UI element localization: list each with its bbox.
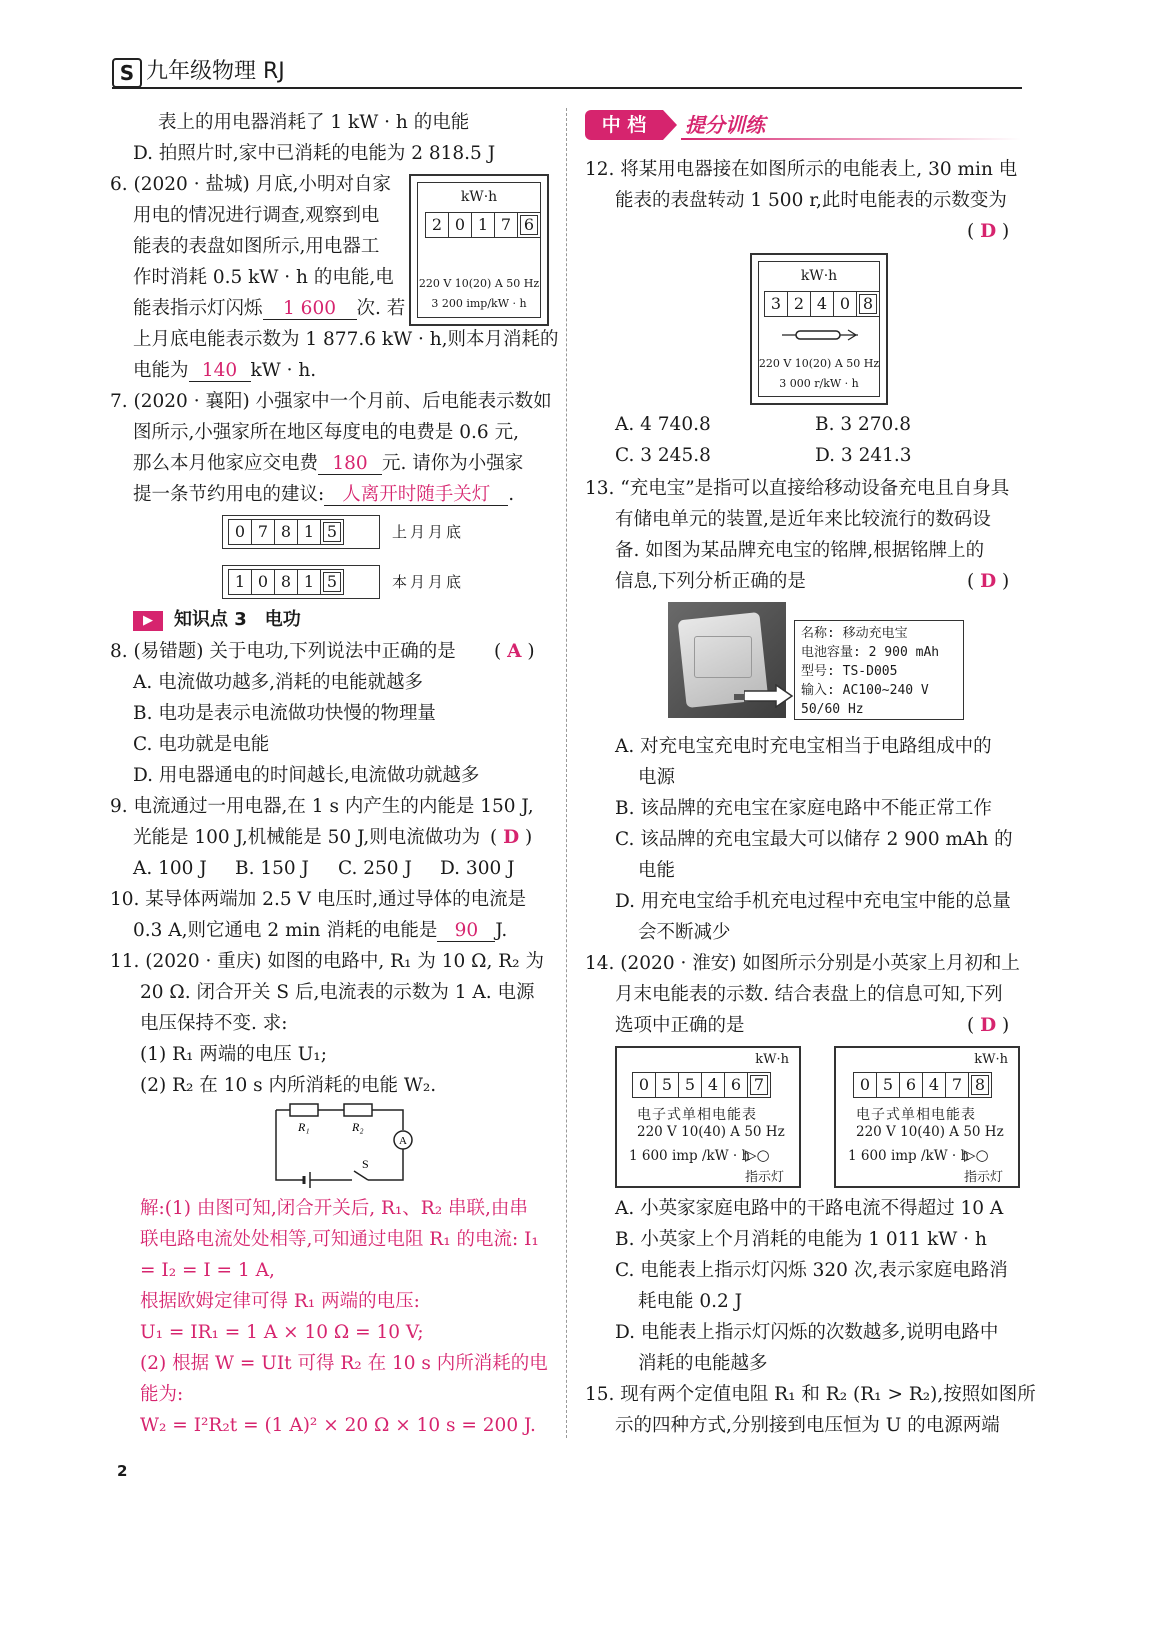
- digit: 0: [853, 1072, 877, 1098]
- digit: 8: [274, 519, 298, 545]
- q6-text: 次. 若: [356, 298, 406, 319]
- q7-text: .: [508, 484, 515, 505]
- switch-label: S: [362, 1157, 369, 1171]
- q6-text: 能表指示灯闪烁: [133, 298, 263, 319]
- q6-line: [133, 298, 405, 320]
- text-line: 表上的用电器消耗了 1 kW · h 的电能: [158, 112, 470, 133]
- indicator-light-icon: ▷○: [964, 1146, 989, 1164]
- q12-line: 能表的表盘转动 1 500 r,此时电能表的示数变为: [615, 190, 1007, 211]
- meter-digits: [633, 1072, 771, 1098]
- q14-option: B. 小英家上个月消耗的电能为 1 011 kW · h: [615, 1229, 987, 1250]
- resistor-r1-icon: [290, 1104, 318, 1116]
- q13-option: B. 该品牌的充电宝在家庭电路中不能正常工作: [615, 798, 992, 819]
- q7-text: 元. 请你为小强家: [382, 453, 524, 474]
- q11-line: 11. (2020 · 重庆) 如图的电路中, R₁ 为 10 Ω, R₂ 为: [110, 951, 544, 972]
- digit: 6: [517, 212, 541, 238]
- q6-line: 能表的表盘如图所示,用电器工: [133, 236, 380, 257]
- q7-text: 提一条节约用电的建议:: [133, 484, 325, 505]
- option-d: D. 拍照片时,家中已消耗的电能为 2 818.5 J: [133, 143, 496, 164]
- q13-option: 电能: [638, 860, 676, 881]
- q8-option: D. 用电器通电的时间越长,电流做功就越多: [133, 765, 480, 786]
- logo-icon: [112, 58, 142, 88]
- q10-blank: 90: [437, 921, 495, 942]
- q11-line: 20 Ω. 闭合开关 S 后,电流表的示数为 1 A. 电源: [140, 982, 535, 1003]
- digit: 6: [899, 1072, 923, 1098]
- meter-unit: kW·h: [755, 1052, 789, 1067]
- q13-option: A. 对充电宝充电时充电宝相当于电路组成中的: [615, 736, 992, 757]
- digit: 8: [856, 291, 880, 317]
- q6-line: 作时消耗 0.5 kW · h 的电能,电: [133, 267, 394, 288]
- q7-meter-1: [222, 515, 380, 549]
- q14-option: D. 电能表上指示灯闪烁的次数越多,说明电路中: [615, 1322, 999, 1343]
- digit: 0: [448, 212, 472, 238]
- q14-option: 消耗的电能越多: [638, 1353, 768, 1374]
- q15-line: 15. 现有两个定值电阻 R₁ 和 R₂ (R₁ > R₂),按照如图所: [585, 1384, 1036, 1405]
- q13-line: 有储电单元的装置,是近年来比较流行的数码设: [615, 509, 991, 530]
- q11-solution-line: = I₂ = I = 1 A,: [140, 1260, 275, 1281]
- digit: 6: [724, 1072, 748, 1098]
- indicator-light-icon: ▷○: [745, 1146, 770, 1164]
- meter-unit: kW·h: [460, 189, 498, 205]
- q6-meter: [409, 174, 549, 326]
- q14-answer: ( D ): [967, 1015, 1010, 1036]
- banner-underline: [681, 138, 1021, 140]
- digit: 7: [251, 519, 275, 545]
- meter-spec: 220 V 10(20) A 50 Hz: [758, 357, 880, 370]
- q14-line: 月末电能表的示数. 结合表盘上的信息可知,下列: [615, 984, 1003, 1005]
- meter-spec: 220 V 10(40) A 50 Hz: [637, 1124, 785, 1140]
- digit: 2: [425, 212, 449, 238]
- q9-answer: ( D ): [490, 827, 533, 848]
- logo-letter: S: [119, 61, 135, 85]
- meter-digits: [854, 1072, 992, 1098]
- q6-line: 用电的情况进行调查,观察到电: [133, 205, 380, 226]
- q13-option: D. 用充电宝给手机充电过程中充电宝中能的总量: [615, 891, 1011, 912]
- banner-level: 中 档: [585, 110, 663, 140]
- q8-answer: ( A ): [494, 641, 535, 662]
- meter-spec: 3 000 r/kW · h: [779, 377, 859, 390]
- q11-solution-line: 解:(1) 由图可知,闭合开关后, R₁、R₂ 串联,由串: [140, 1198, 528, 1219]
- indicator-label: 指示灯: [964, 1170, 1004, 1185]
- kp3-marker-icon: [133, 611, 163, 631]
- q14-line: 14. (2020 · 淮安) 如图所示分别是小英家上月初和上: [585, 953, 1020, 974]
- digit: 5: [876, 1072, 900, 1098]
- q6-text: kW · h.: [250, 360, 317, 381]
- banner-title: 提分训练: [685, 113, 765, 137]
- digit: 0: [833, 291, 857, 317]
- nameplate-line: 电池容量: 2 900 mAh: [801, 645, 940, 660]
- q7-line: 图所示,小强家所在地区每度电的电费是 0.6 元,: [133, 422, 519, 443]
- q12-option: C. 3 245.8: [615, 445, 711, 466]
- digit: 5: [320, 569, 344, 595]
- q9-answer-letter: D: [503, 827, 520, 848]
- meter-name: 电子式单相电能表: [856, 1107, 976, 1123]
- q12-option: A. 4 740.8: [615, 414, 711, 435]
- q10-text: 0.3 A,则它通电 2 min 消耗的电能是: [133, 920, 438, 941]
- meter-spec: 220 V 10(20) A 50 Hz: [418, 277, 540, 290]
- digit: 0: [632, 1072, 656, 1098]
- nameplate-line: 50/60 Hz: [801, 702, 864, 717]
- q7-text: 那么本月他家应交电费: [133, 453, 319, 474]
- q11-solution-line: 根据欧姆定律可得 R₁ 两端的电压:: [140, 1291, 420, 1312]
- q11-line: 电压保持不变. 求:: [140, 1013, 288, 1034]
- q13-line: 13. “充电宝”是指可以直接给移动设备充电且自身具: [585, 478, 1010, 499]
- digit: 0: [228, 519, 252, 545]
- q6-blank-1: 1 600: [263, 299, 357, 320]
- q7-blank-1: 180: [318, 454, 382, 475]
- q7-meter-2: [222, 565, 380, 599]
- q6-line: 6. (2020 · 盐城) 月底,小明对自家: [110, 174, 391, 195]
- section-banner: [585, 108, 1021, 142]
- q13-line: 备. 如图为某品牌充电宝的铭牌,根据铭牌上的: [615, 540, 985, 561]
- q7-meter-1-label: 上月月底: [392, 523, 465, 541]
- q7-meter-2-label: 本月月底: [392, 573, 465, 591]
- q13-option: 电源: [638, 767, 676, 788]
- meter-digits: [426, 212, 541, 238]
- meter-spec: 220 V 10(40) A 50 Hz: [856, 1124, 1004, 1140]
- q6-line: [133, 360, 316, 382]
- nameplate-line: 型号: TS-D005: [801, 664, 898, 679]
- digit: 3: [764, 291, 788, 317]
- arrow-right-icon: [744, 684, 794, 708]
- header-rule: [112, 87, 1022, 89]
- q12-answer-letter: D: [980, 221, 997, 242]
- q14-option: 耗电能 0.2 J: [638, 1291, 743, 1312]
- switch-icon: [354, 1171, 368, 1180]
- nameplate-line: 名称: 移动充电宝: [801, 626, 908, 641]
- q11-line: (2) R₂ 在 10 s 内所消耗的电能 W₂.: [140, 1075, 437, 1096]
- q9-option: B. 150 J: [235, 858, 309, 879]
- power-bank-nameplate: [794, 620, 964, 720]
- kp3-tag: ▶: [143, 613, 153, 628]
- q11-solution-line: U₁ = IR₁ = 1 A × 10 Ω = 10 V;: [140, 1322, 424, 1343]
- q11-circuit-diagram: [268, 1098, 428, 1188]
- r1-label: R₁: [298, 1120, 310, 1134]
- banner-arrow-icon: [663, 110, 677, 140]
- q8-option: A. 电流做功越多,消耗的电能就越多: [133, 672, 424, 693]
- q12-answer: ( D ): [967, 221, 1010, 242]
- q14-line: 选项中正确的是: [615, 1015, 745, 1036]
- q14-answer-letter: D: [980, 1015, 997, 1036]
- r2-label: R₂: [352, 1120, 364, 1134]
- q10-line: [133, 920, 507, 942]
- digit: 5: [678, 1072, 702, 1098]
- resistor-r2-icon: [344, 1104, 372, 1116]
- meter-name: 电子式单相电能表: [637, 1107, 757, 1123]
- q8-answer-letter: A: [507, 641, 522, 662]
- meter-unit: kW·h: [800, 268, 838, 284]
- q11-solution-line: (2) 根据 W = UIt 可得 R₂ 在 10 s 内所消耗的电: [140, 1353, 548, 1374]
- q9-line: 9. 电流通过一用电器,在 1 s 内产生的内能是 150 J,: [110, 796, 534, 817]
- q7-line: [133, 484, 514, 506]
- q13-line: 信息,下列分析正确的是: [615, 571, 806, 592]
- meter-disc-icon: [782, 327, 858, 343]
- digit: 1: [297, 519, 321, 545]
- q9-option: D. 300 J: [440, 858, 515, 879]
- q6-blank-2: 140: [189, 361, 251, 382]
- digit: 8: [968, 1072, 992, 1098]
- page-number: 2: [117, 1462, 128, 1480]
- book-title: 九年级物理 RJ: [146, 59, 285, 84]
- q9-option: A. 100 J: [133, 858, 207, 879]
- q11-solution-line: 能为:: [140, 1384, 184, 1405]
- digit: 5: [655, 1072, 679, 1098]
- q9-option: C. 250 J: [338, 858, 412, 879]
- meter-spec: 1 600 imp /kW · h: [629, 1148, 751, 1164]
- digit: 7: [945, 1072, 969, 1098]
- q10-line: 10. 某导体两端加 2.5 V 电压时,通过导体的电流是: [110, 889, 527, 910]
- q13-option: C. 该品牌的充电宝最大可以储存 2 900 mAh 的: [615, 829, 1013, 850]
- q12-option: D. 3 241.3: [815, 445, 912, 466]
- q10-text: J.: [495, 920, 508, 941]
- indicator-label: 指示灯: [745, 1170, 785, 1185]
- q9-line: 光能是 100 J,机械能是 50 J,则电流做功为: [133, 827, 481, 848]
- digit: 4: [701, 1072, 725, 1098]
- digit: 7: [494, 212, 518, 238]
- meter-spec: 3 200 imp/kW · h: [431, 297, 527, 310]
- q8-option: C. 电功就是电能: [133, 734, 270, 755]
- digit: 8: [274, 569, 298, 595]
- meter-unit: kW·h: [974, 1052, 1008, 1067]
- q11-line: (1) R₁ 两端的电压 U₁;: [140, 1044, 327, 1065]
- nameplate-line: 输入: AC100~240 V: [801, 683, 929, 698]
- q11-solution-line: W₂ = I²R₂t = (1 A)² × 20 Ω × 10 s = 200 J.: [140, 1415, 536, 1436]
- q12-meter: [750, 253, 888, 405]
- q7-line: 7. (2020 · 襄阳) 小强家中一个月前、后电能表示数如: [110, 391, 552, 412]
- q12-line: 12. 将某用电器接在如图所示的电能表上, 30 min 电: [585, 159, 1018, 180]
- q15-line: 示的四种方式,分别接到电压恒为 U 的电源两端: [615, 1415, 1000, 1436]
- q14-option: A. 小英家家庭电路中的干路电流不得超过 10 A: [615, 1198, 1004, 1219]
- q7-blank-2: 人离开时随手关灯: [324, 485, 508, 506]
- digit: 1: [297, 569, 321, 595]
- q13-answer-letter: D: [980, 571, 997, 592]
- q13-answer: ( D ): [967, 571, 1010, 592]
- q14-meter-1: [615, 1046, 801, 1188]
- q12-option: B. 3 270.8: [815, 414, 911, 435]
- q14-meter-2: [834, 1046, 1020, 1188]
- digit: 7: [747, 1072, 771, 1098]
- q8-stem: 8. (易错题) 关于电功,下列说法中正确的是: [110, 641, 456, 662]
- digit: 0: [251, 569, 275, 595]
- q11-solution-line: 联电路电流处处相等,可知通过电阻 R₁ 的电流: I₁: [140, 1229, 539, 1250]
- q13-option: 会不断减少: [638, 922, 731, 943]
- digit: 2: [787, 291, 811, 317]
- q8-option: B. 电功是表示电流做功快慢的物理量: [133, 703, 436, 724]
- q14-option: C. 电能表上指示灯闪烁 320 次,表示家庭电路消: [615, 1260, 1008, 1281]
- digit: 1: [471, 212, 495, 238]
- meter-digits: [765, 291, 880, 317]
- meter-spec: 1 600 imp /kW · h: [848, 1148, 970, 1164]
- q7-line: [133, 453, 523, 475]
- digit: 5: [320, 519, 344, 545]
- q6-line: 上月底电能表示数为 1 877.6 kW · h,则本月消耗的: [133, 329, 559, 350]
- ammeter-label: A: [399, 1135, 407, 1147]
- digit: 1: [228, 569, 252, 595]
- q6-text: 电能为: [133, 360, 189, 381]
- digit: 4: [810, 291, 834, 317]
- digit: 4: [922, 1072, 946, 1098]
- kp3-title: 知识点 3 电功: [174, 609, 301, 630]
- column-divider: [566, 108, 567, 1438]
